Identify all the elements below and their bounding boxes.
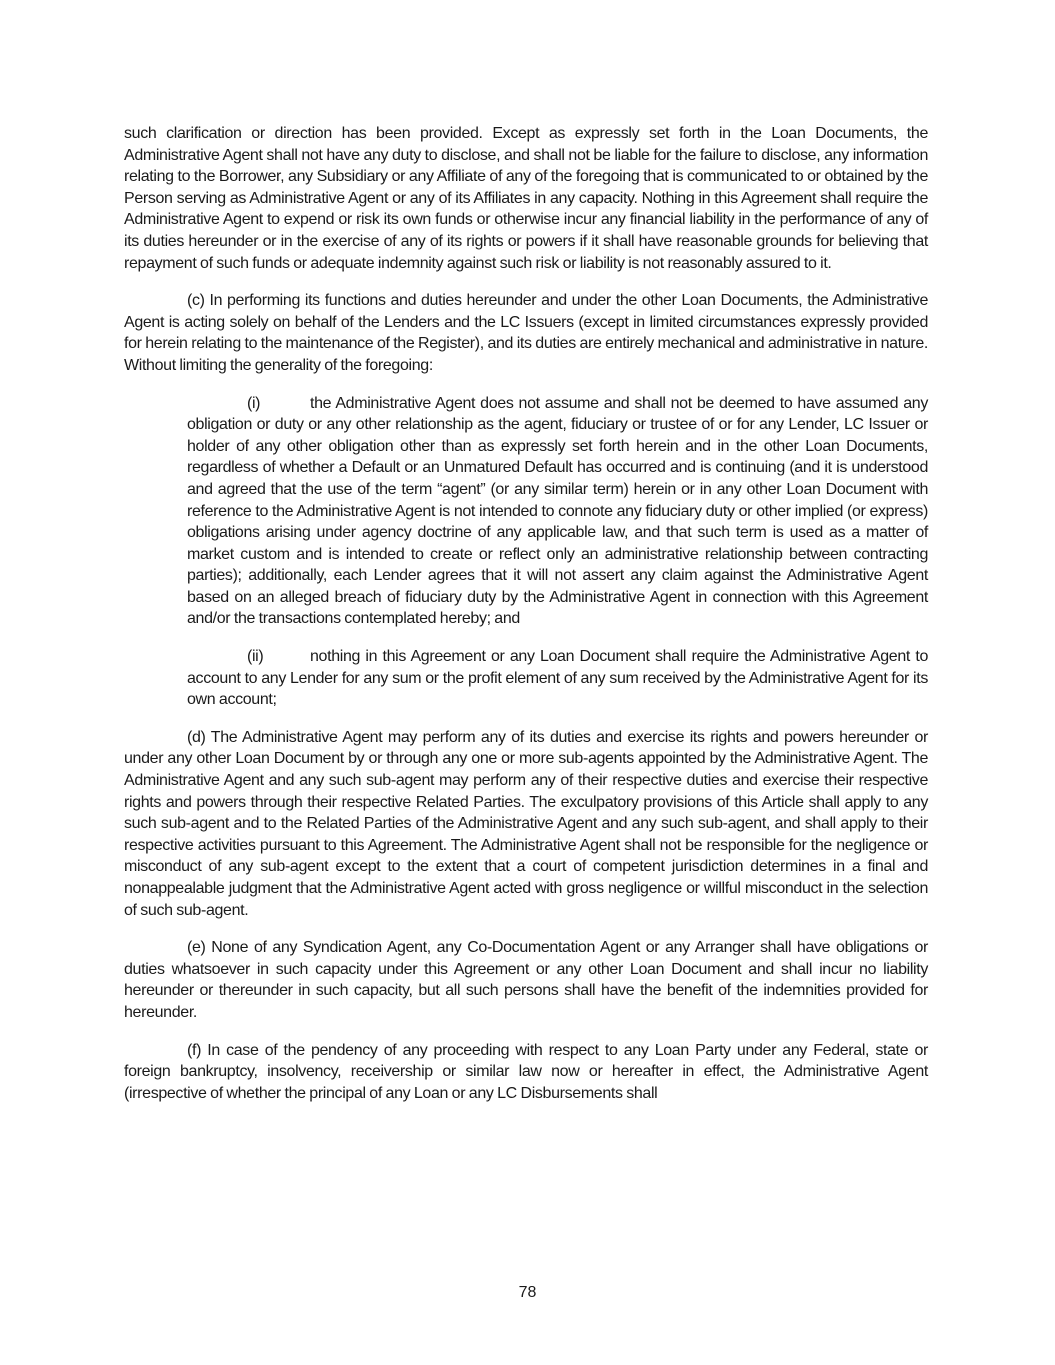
document-body <box>124 123 928 1120</box>
paragraph-f: (f) In case of the pendency of any proceeding with respect to any Loan Party under any Federal, state or foreign bankruptcy, insolvency, receivership or similar law now or hereafter in effect, the Administrative Agent (irrespective of whether the principal of any Loan or any LC Disbursements shall <box>124 1041 928 1102</box>
paragraph-b-continued: such clarification or direction has been provided. Except as expressly set forth in the Loan Documents, the Administrative Agent shall not have any duty to disclose, and shall not be liable for the failure to disclose, any information relating to the Borrower, any Subsidiary or any Affiliate of any of the foregoing that is communicated to or obtained by the Person serving as Administrative Agent or any of its Affiliates in any capacity. Nothing in this Agreement shall require the Administrative Agent to expend or risk its own funds or otherwise incur any financial liability in the performance of any of its duties hereunder or in the exercise of any of its rights or powers if it shall have reasonable grounds for believing that repayment of such funds or adequate indemnity against such risk or liability is not reasonably assured to it. <box>124 125 928 272</box>
clause-i <box>187 393 928 631</box>
clause-i-number: (i) <box>247 394 261 412</box>
paragraph-e: (e) None of any Syndication Agent, any Co-Documentation Agent or any Arranger shall have obligations or duties whatsoever in such capacity under this Agreement or any other Loan Document and shall incur no liability hereunder or thereunder in such capacity, but all such persons shall have the benefit of the indemnities provided for hereunder. <box>124 939 928 1021</box>
clause-i-text: the Administrative Agent does not assume and shall not be deemed to have assumed any obligation or duty or any other relationship as the agent, fiduciary or trustee of or for any Lender, LC Issuer or holder of any other obligation other than as expressly set forth herein and in the other Loan Documents, regardless of whether a Default or an Unmatured Default has occurred and is continuing (and it is understood and agreed that the use of the term “agent” (or any similar term) herein or in any other Loan Document with reference to the Administrative Agent is not intended to connote any fiduciary duty or other implied (or express) obligations arising under agency doctrine of any applicable law, and that such term is used as a matter of market custom and is intended to create or reflect only an administrative relationship between contracting parties); additionally, each Lender agrees that it will not assert any claim against the Administrative Agent based on an alleged breach of fiduciary duty by the Administrative Agent in connection with this Agreement and/or the transactions contemplated hereby; and <box>187 394 928 628</box>
paragraph-c: (c) In performing its functions and duties hereunder and under the other Loan Documents, the Administrative Agent is acting solely on behalf of the Lenders and the LC Issuers (except in limited circumstances expressly provided for herein relating to the maintenance of the Register), and its duties are entirely mechanical and administrative in nature. Without limiting the generality of the foregoing: <box>124 292 928 374</box>
clause-ii <box>187 646 928 711</box>
clause-ii-text: nothing in this Agreement or any Loan Document shall require the Administrative Agent to account to any Lender for any sum or the profit element of any sum received by the Administrative Agent for its own account; <box>187 648 928 709</box>
page-number: 78 <box>518 1284 537 1301</box>
paragraph-d: (d) The Administrative Agent may perform any of its duties and exercise its rights and powers hereunder or under any other Loan Document by or through any one or more sub-agents appointed by the Administrative Agent. The Administrative Agent and any such sub-agent may perform any of their respective duties and exercise their respective rights and powers through their respective Related Parties. The exculpatory provisions of this Article shall apply to any such sub-agent and to the Related Parties of the Administrative Agent and any such sub-agent, and shall apply to their respective activities pursuant to this Agreement. The Administrative Agent shall not be responsible for the negligence or misconduct of any sub-agent except to the extent that a court of competent jurisdiction determines in a final and nonappealable judgment that the Administrative Agent acted with gross negligence or willful misconduct in the selection of such sub-agent. <box>124 728 928 919</box>
clause-ii-number: (ii) <box>247 648 264 666</box>
